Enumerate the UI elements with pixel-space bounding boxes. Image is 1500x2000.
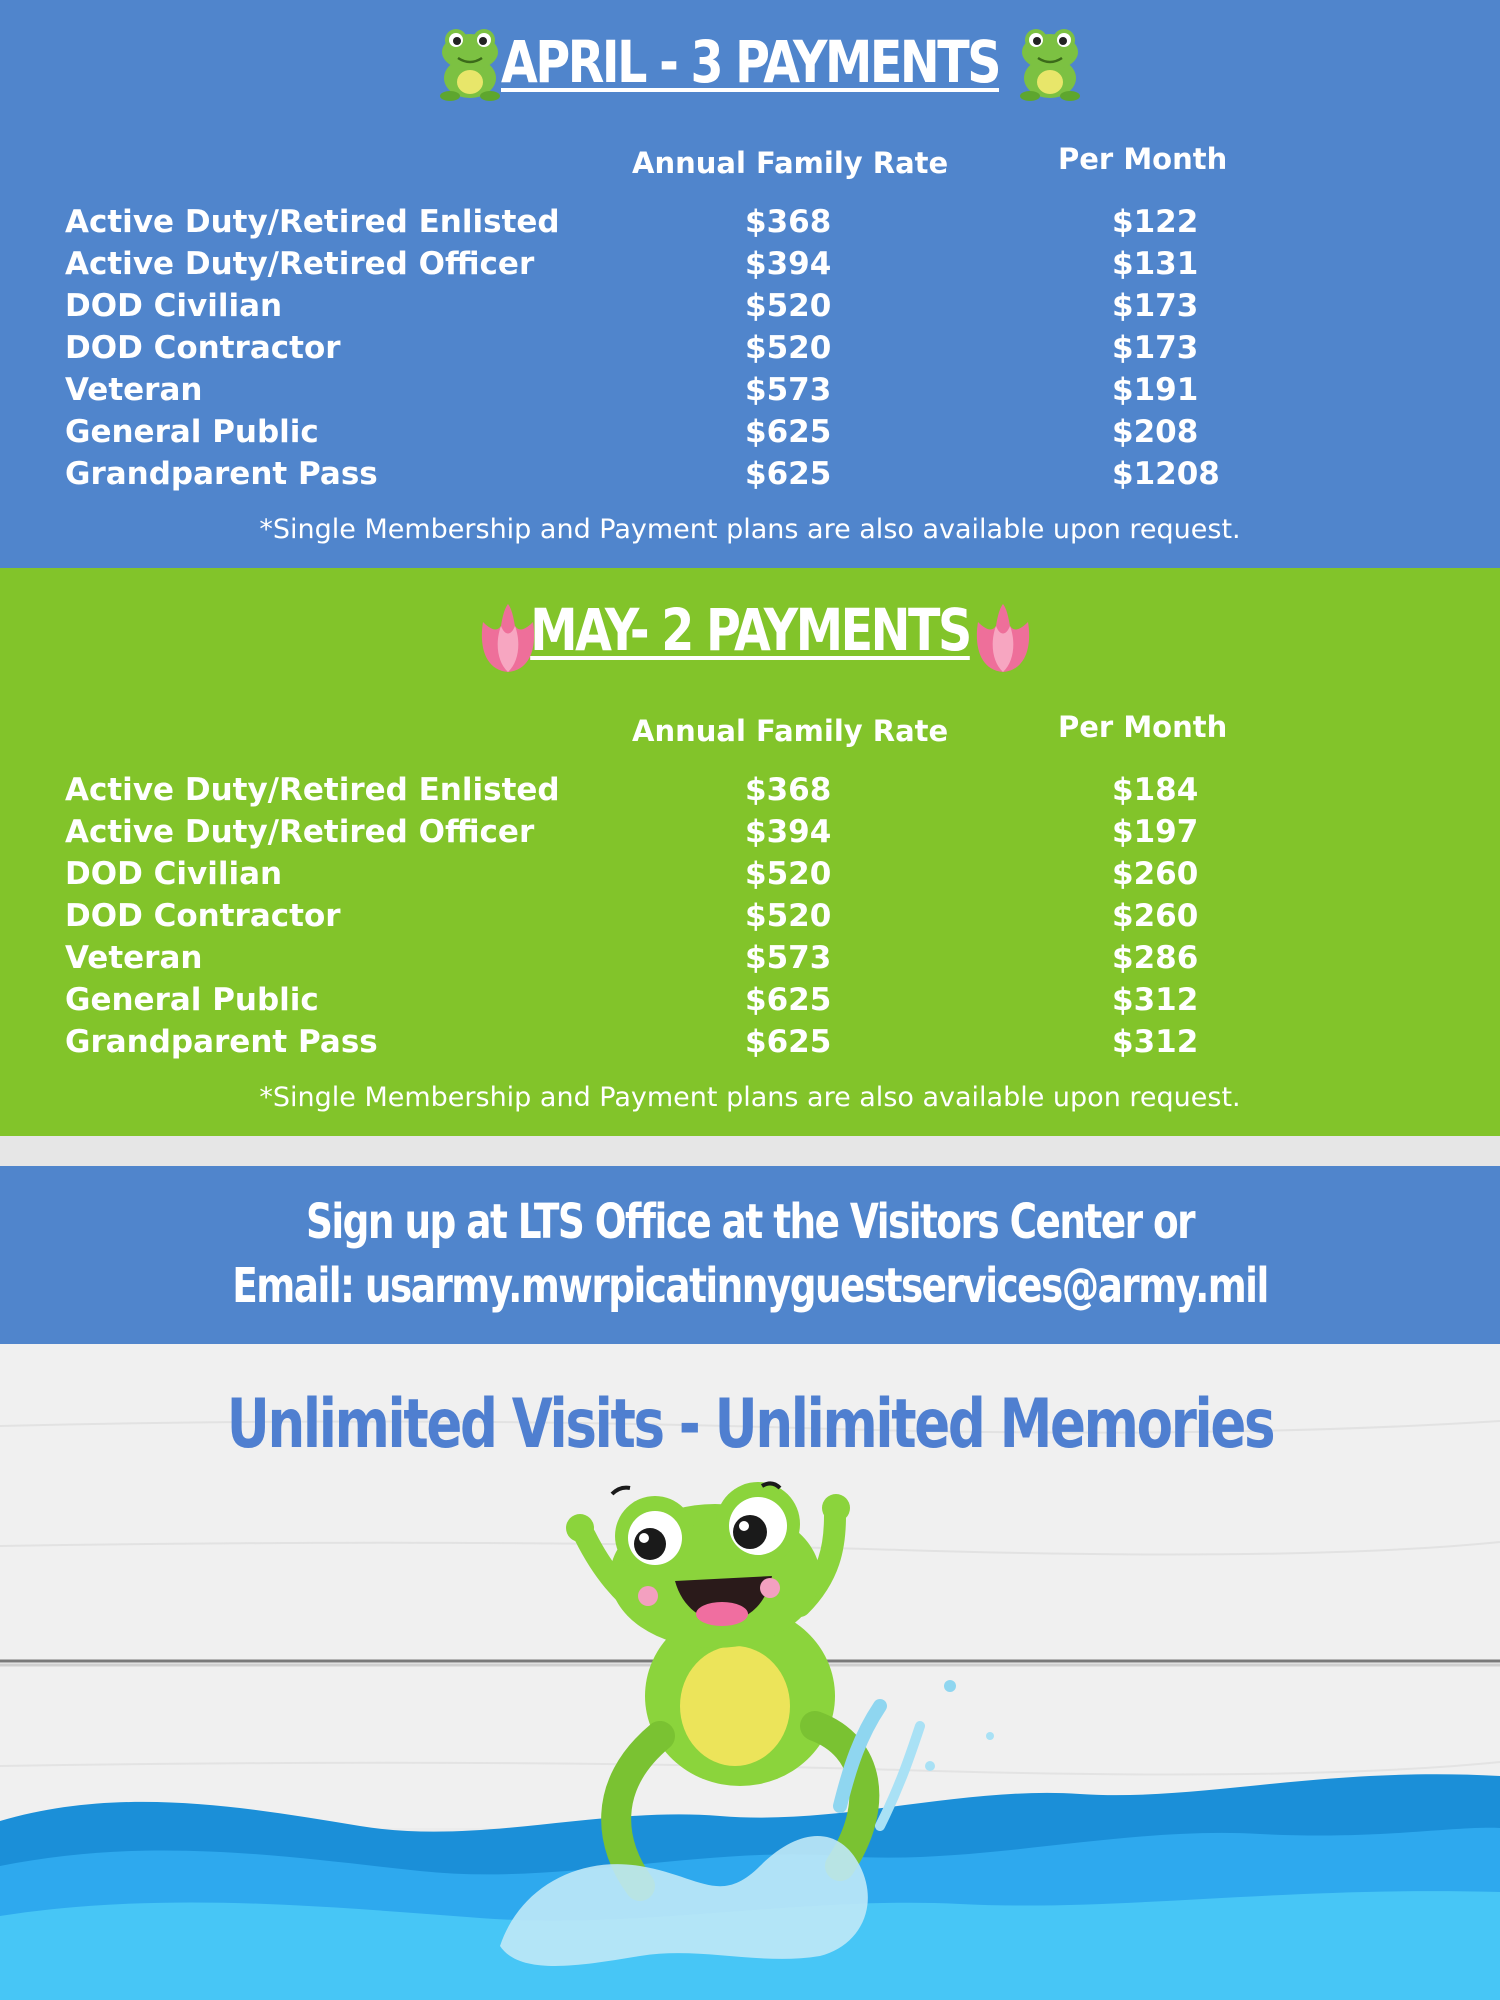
table-row: Active Duty/Retired Officer $394 $131 [65, 246, 1199, 282]
april-pricing-section [0, 0, 1500, 568]
april-title: APRIL - 3 PAYMENTS [500, 28, 1000, 96]
table-row: DOD Contractor $520 $173 [65, 330, 1199, 366]
table-row: Veteran $573 $286 [65, 940, 1199, 976]
may-pricing-section [0, 568, 1500, 1136]
table-row: DOD Contractor $520 $260 [65, 898, 1199, 934]
table-row: Grandparent Pass $625 $312 [65, 1024, 1199, 1060]
section-divider [0, 1136, 1500, 1166]
annual-rate-header: Annual Family Rate [632, 714, 949, 748]
may-title: MAY- 2 PAYMENTS [530, 596, 970, 664]
per-month-header: Per Month [1058, 710, 1228, 744]
table-row: Active Duty/Retired Enlisted $368 $184 [65, 772, 1199, 808]
signup-location-text: Sign up at LTS Office at the Visitors Center or [305, 1194, 1195, 1250]
table-row: General Public $625 $208 [65, 414, 1199, 450]
availability-note: *Single Membership and Payment plans are also available upon request. [259, 1082, 1241, 1113]
table-row: Grandparent Pass $625 $1208 [65, 456, 1220, 492]
signup-banner [0, 1166, 1500, 1344]
table-row: General Public $625 $312 [65, 982, 1199, 1018]
frog-icon [1010, 18, 1090, 102]
table-row: DOD Civilian $520 $173 [65, 288, 1199, 324]
tagline: Unlimited Visits - Unlimited Memories [226, 1385, 1274, 1464]
annual-rate-header: Annual Family Rate [632, 146, 949, 180]
table-row: Active Duty/Retired Officer $394 $197 [65, 814, 1199, 850]
signup-email-text: Email: usarmy.mwrpicatinnyguestservices@army.mil [232, 1258, 1268, 1314]
table-row: Active Duty/Retired Enlisted $368 $122 [65, 204, 1199, 240]
table-row: Veteran $573 $191 [65, 372, 1199, 408]
availability-note: *Single Membership and Payment plans are also available upon request. [259, 514, 1241, 545]
per-month-header: Per Month [1058, 142, 1228, 176]
table-row: DOD Civilian $520 $260 [65, 856, 1199, 892]
tulip-icon [970, 602, 1036, 674]
